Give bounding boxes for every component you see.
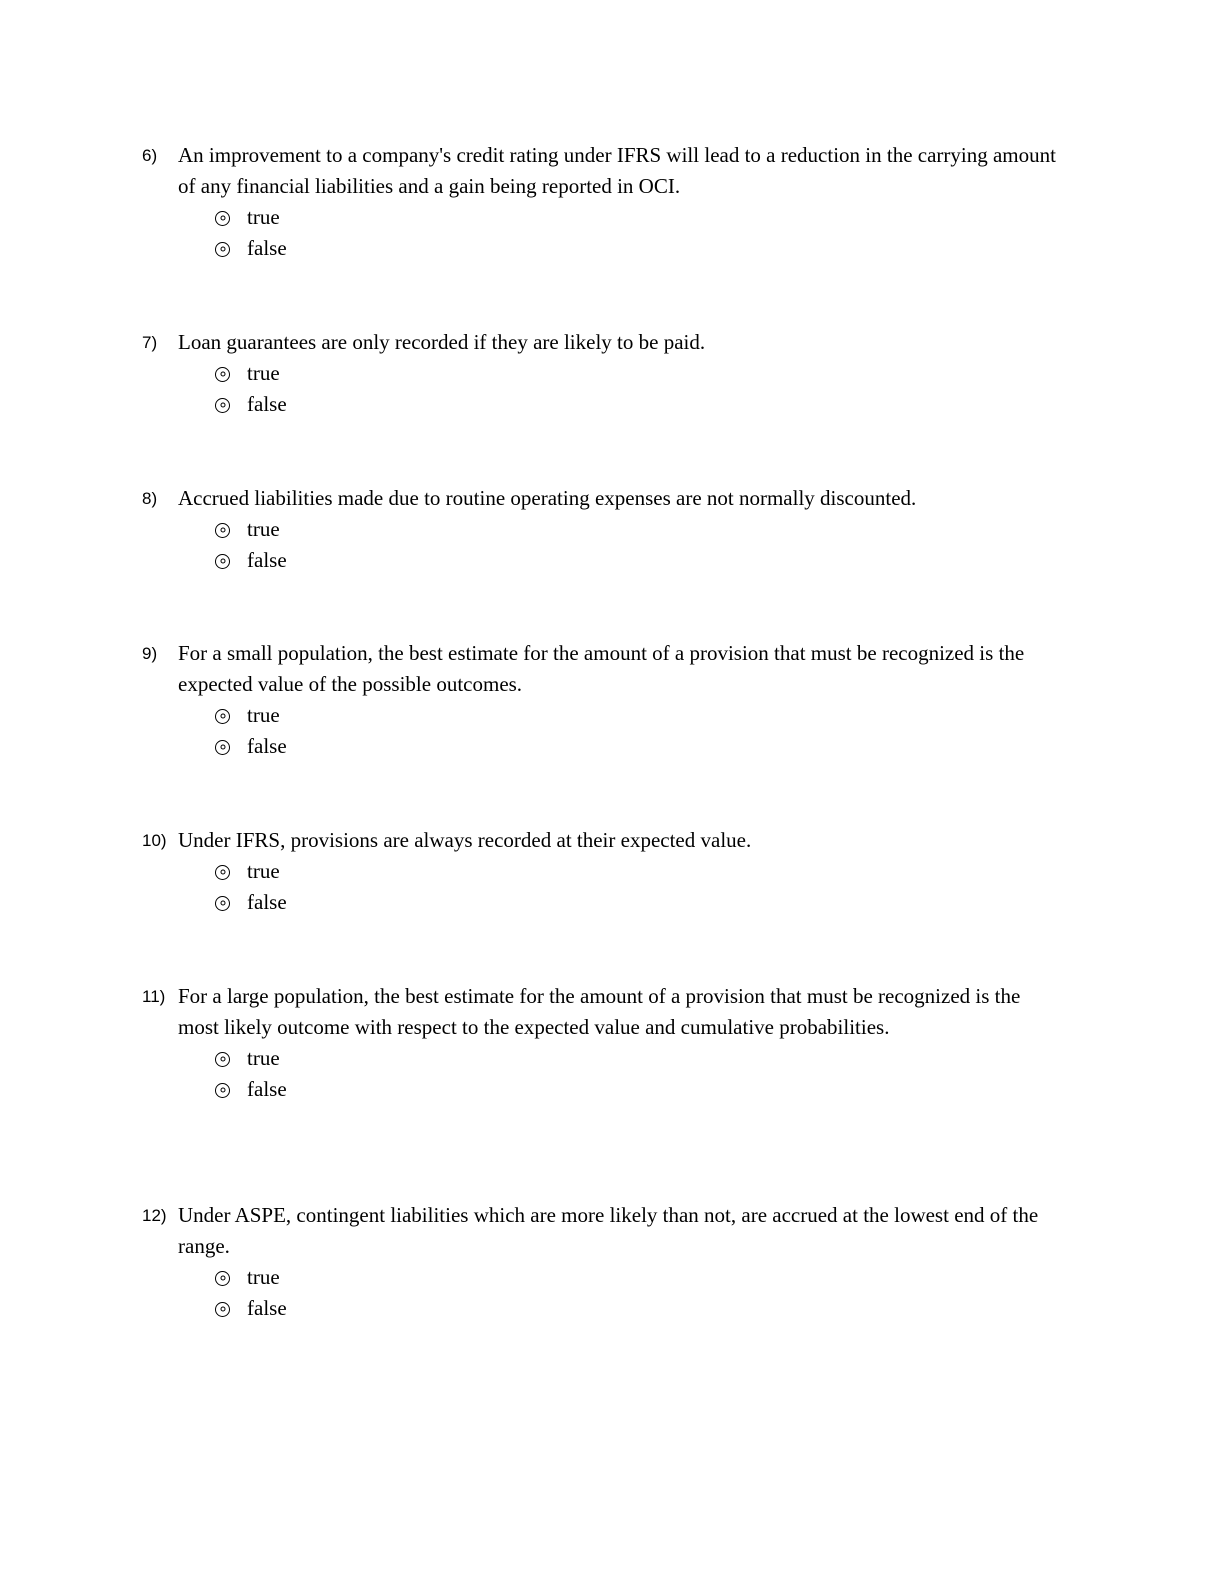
option-label: false [247,1077,287,1101]
radio-icon[interactable] [215,709,230,724]
option-true[interactable] [215,1043,1062,1074]
answer-options [215,358,1062,420]
option-label: false [247,392,287,416]
radio-icon[interactable] [215,367,230,382]
option-true[interactable] [215,202,1062,233]
question-stem [142,1200,1062,1262]
option-true[interactable] [215,514,1062,545]
radio-icon[interactable] [215,1083,230,1098]
option-false[interactable] [215,233,1062,264]
question-number: 8) [142,489,158,508]
answer-options [215,856,1062,918]
option-label: true [247,361,280,385]
question-11 [142,981,1062,1105]
radio-icon[interactable] [215,398,230,413]
question-number: 12) [142,1206,167,1225]
answer-options [215,700,1062,762]
question-number: 10) [142,831,167,850]
question-9 [142,638,1062,762]
radio-icon[interactable] [215,242,230,257]
option-label: true [247,859,280,883]
option-false[interactable] [215,731,1062,762]
option-label: false [247,236,287,260]
option-false[interactable] [215,1293,1062,1324]
option-false[interactable] [215,545,1062,576]
question-text: Accrued liabilities made due to routine operating expenses are not normally discounted. [178,486,917,510]
option-true[interactable] [215,1262,1062,1293]
option-label: false [247,548,287,572]
option-label: true [247,517,280,541]
question-text: For a large population, the best estimate for the amount of a provision that must be recognized is the most likely outcome with respect to the expected value and cumulative probabilities. [178,984,1021,1039]
question-6 [142,140,1062,264]
question-number: 9) [142,644,158,663]
question-8 [142,483,1062,576]
question-number: 6) [142,146,158,165]
option-false[interactable] [215,389,1062,420]
option-true[interactable] [215,856,1062,887]
option-label: false [247,890,287,914]
question-7 [142,327,1062,420]
question-text: For a small population, the best estimate for the amount of a provision that must be recognized is the expected value of the possible outcomes. [178,641,1025,696]
option-label: true [247,1265,280,1289]
option-false[interactable] [215,887,1062,918]
radio-icon[interactable] [215,740,230,755]
question-number: 11) [142,987,166,1006]
radio-icon[interactable] [215,1052,230,1067]
question-stem [142,327,1062,358]
option-label: true [247,1046,280,1070]
question-text: An improvement to a company's credit rating under IFRS will lead to a reduction in the carrying amount of any financial liabilities and a gain being reported in OCI. [178,143,1056,198]
answer-options [215,1043,1062,1105]
answer-options [215,514,1062,576]
radio-icon[interactable] [215,554,230,569]
question-12 [142,1200,1062,1324]
radio-icon[interactable] [215,523,230,538]
radio-icon[interactable] [215,896,230,911]
option-label: true [247,703,280,727]
option-label: false [247,734,287,758]
option-label: false [247,1296,287,1320]
question-stem [142,638,1062,700]
radio-icon[interactable] [215,865,230,880]
question-stem [142,140,1062,202]
radio-icon[interactable] [215,1271,230,1286]
option-true[interactable] [215,358,1062,389]
question-number: 7) [142,333,158,352]
question-text: Under ASPE, contingent liabilities which are more likely than not, are accrued at the lowest end of the range. [178,1203,1039,1258]
answer-options [215,202,1062,264]
answer-options [215,1262,1062,1324]
question-text: Under IFRS, provisions are always recorded at their expected value. [178,828,752,852]
question-text: Loan guarantees are only recorded if they are likely to be paid. [178,330,706,354]
option-label: true [247,205,280,229]
option-false[interactable] [215,1074,1062,1105]
question-stem [142,825,1062,856]
question-10 [142,825,1062,918]
radio-icon[interactable] [215,1302,230,1317]
radio-icon[interactable] [215,211,230,226]
option-true[interactable] [215,700,1062,731]
question-stem [142,981,1062,1043]
question-stem [142,483,1062,514]
